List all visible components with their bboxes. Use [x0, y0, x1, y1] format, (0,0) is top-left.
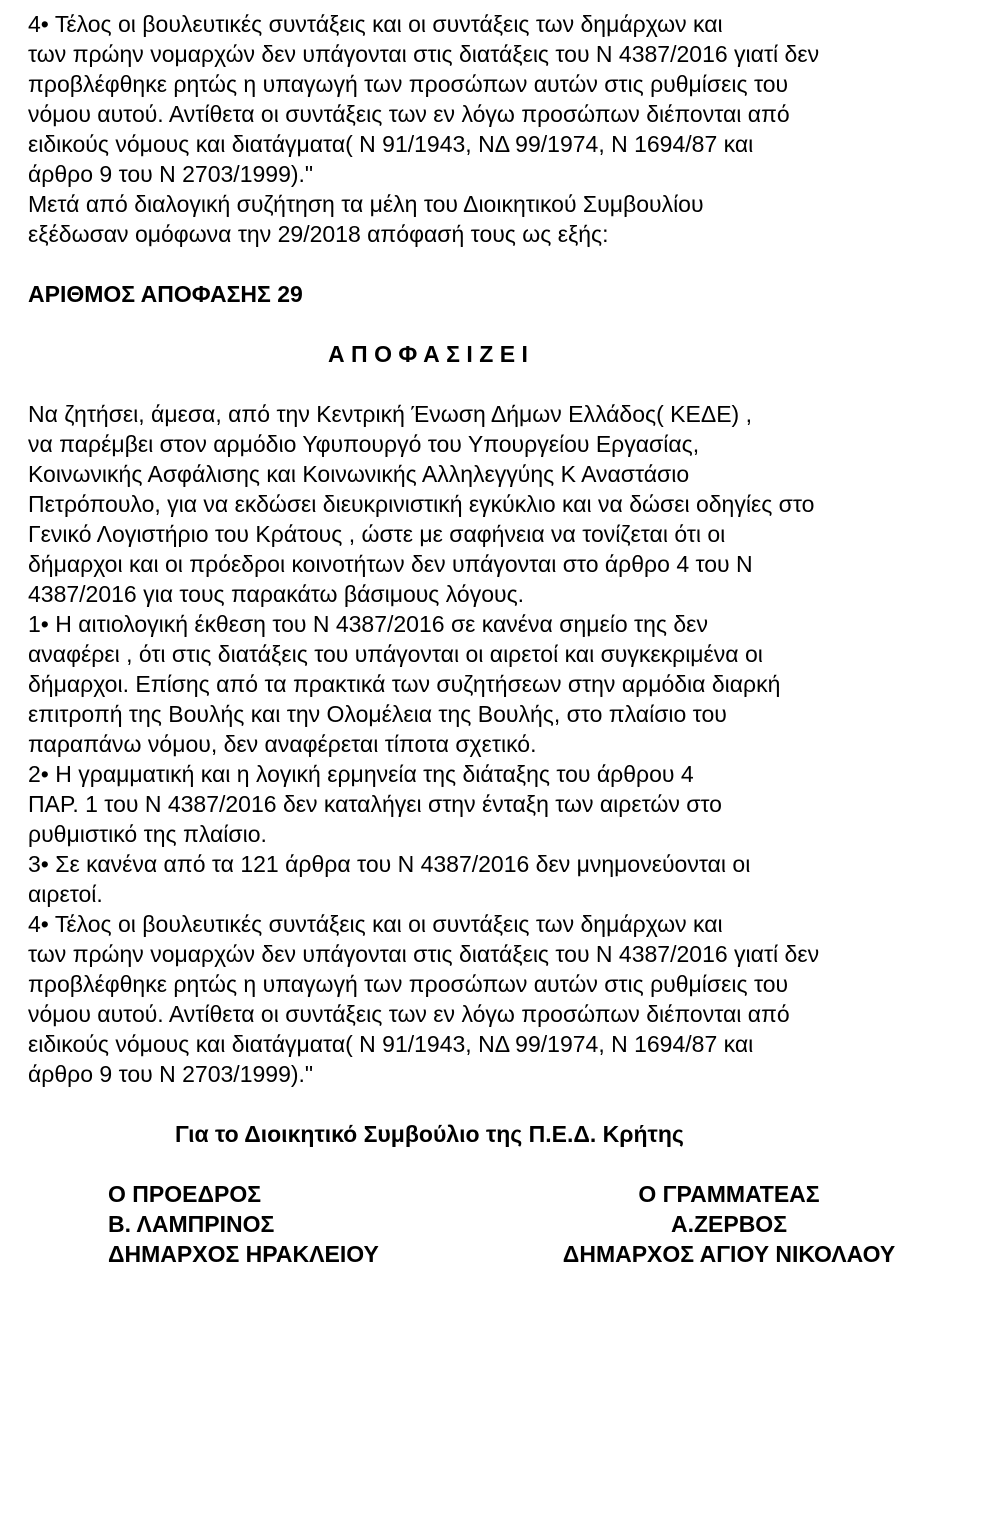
spacer	[28, 1089, 978, 1119]
president-role: Ο ΠΡΟΕΔΡΟΣ	[108, 1181, 262, 1207]
spacer	[28, 249, 978, 279]
president-name: Β. ΛΑΜΠΡΙΝΟΣ	[108, 1211, 275, 1237]
spacer	[28, 1149, 978, 1179]
document-page	[28, 9, 978, 1275]
secretary-name: Α.ΖΕΡΒΟΣ	[670, 1211, 788, 1237]
secretary-title: ΔΗΜΑΡΧΟΣ ΑΓΙΟΥ ΝΙΚΟΛΑΟΥ	[562, 1241, 896, 1267]
spacer	[28, 309, 978, 339]
paragraph-pension-exclusion-top: 4• Τέλος οι βουλευτικές συντάξεις και οι συντάξεις των δημάρχων και των πρώην νομαρχών δεν υπάγονται στις διατάξεις του Ν 4387/2016 γιατί δεν προβλέφθηκε ρητώς η υπαγωγή των προσώπων αυτών στις ρυθμίσεις του νόμου αυτού. Αντίθετα οι συντάξεις των εν λόγω προσώπων διέπονται από ειδικούς νόμους και διατάγματα( Ν 91/1943, ΝΔ 99/1974, Ν 1694/87 και άρθρο 9 του Ν 2703/1999)."	[28, 11, 820, 187]
paragraph-reason-4: 4• Τέλος οι βουλευτικές συντάξεις και οι συντάξεις των δημάρχων και των πρώην νομαρχών δεν υπάγονται στις διατάξεις του Ν 4387/2016 γιατί δεν προβλέφθηκε ρητώς η υπαγωγή των προσώπων αυτών στις ρυθμίσεις του νόμου αυτού. Αντίθετα οι συντάξεις των εν λόγω προσώπων διέπονται από ειδικούς νόμους και διατάγματα( Ν 91/1943, ΝΔ 99/1974, Ν 1694/87 και άρθρο 9 του Ν 2703/1999)."	[28, 911, 820, 1087]
president-title: ΔΗΜΑΡΧΟΣ ΗΡΑΚΛΕΙΟΥ	[108, 1241, 379, 1267]
decides-heading: ΑΠΟΦΑΣΙΖΕΙ	[328, 341, 535, 367]
paragraph-request-kede: Να ζητήσει, άμεσα, από την Κεντρική Ένωση Δήμων Ελλάδος( ΚΕΔΕ) , να παρέμβει στον αρμόδιο Υφυπουργό του Υπουργείου Εργασίας, Κοινωνικής Ασφάλισης και Κοινωνικής Αλληλεγγύης Κ Αναστάσιο Πετρόπουλο, για να εκδώσει διευκρινιστική εγκύκλιο και να δώσει οδηγίες στο Γενικό Λογιστήριο του Κράτους , ώστε με σαφήνεια να τονίζεται ότι οι δήμαρχοι και οι πρόεδροι κοινοτήτων δεν υπάγονται στο άρθρο 4 του Ν 4387/2016 για τους παρακάτω βάσιμους λόγους.	[28, 401, 815, 607]
paragraph-reason-3: 3• Σε κανένα από τα 121 άρθρα του Ν 4387/2016 δεν μνημονεύονται οι αιρετοί.	[28, 851, 751, 907]
board-signature-line: Για το Διοικητικό Συμβούλιο της Π.Ε.Δ. Κρήτης	[175, 1121, 684, 1147]
president-signature	[108, 1179, 379, 1269]
secretary-role: Ο ΓΡΑΜΜΑΤΕΑΣ	[638, 1181, 820, 1207]
secretary-signature	[534, 1179, 924, 1269]
decision-number: ΑΡΙΘΜΟΣ ΑΠΟΦΑΣΗΣ 29	[28, 281, 303, 307]
paragraph-reason-2: 2• Η γραμματική και η λογική ερμηνεία της διάταξης του άρθρου 4 ΠΑΡ. 1 του Ν 4387/2016 δεν καταλήγει στην ένταξη των αιρετών στο ρυθμιστικό της πλαίσιο.	[28, 761, 722, 847]
signature-block	[28, 1179, 978, 1275]
spacer	[28, 369, 978, 399]
paragraph-reason-1: 1• Η αιτιολογική έκθεση του Ν 4387/2016 σε κανένα σημείο της δεν αναφέρει , ότι στις διατάξεις του υπάγονται οι αιρετοί και συγκεκριμένα οι δήμαρχοι. Επίσης από τα πρακτικά των συζητήσεων στην αρμόδια διαρκή επιτροπή της Βουλής και την Ολομέλεια της Βουλής, στο πλαίσιο του παραπάνω νόμου, δεν αναφέρεται τίποτα σχετικό.	[28, 611, 781, 757]
paragraph-board-discussion: Μετά από διαλογική συζήτηση τα μέλη του Διοικητικού Συμβουλίου εξέδωσαν ομόφωνα την 29/2018 απόφασή τους ως εξής:	[28, 191, 704, 247]
